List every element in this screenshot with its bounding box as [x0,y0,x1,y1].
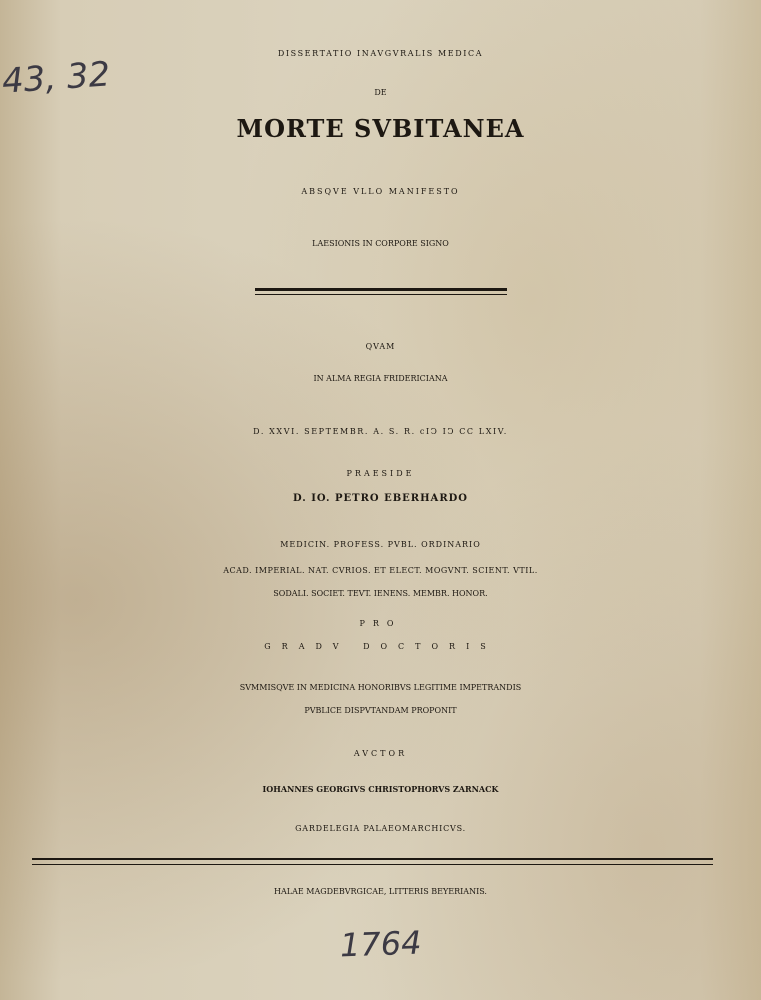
main-title-morte: MORTE SVBITANEA [236,114,525,143]
disputation-line: PVBLICE DISPVTANDAM PROPONIT [304,706,457,715]
double-rule-top-1 [255,288,507,291]
president-name-line: D. IO. PETRO EBERHARDO [292,493,469,504]
praeside-line: PRAESIDE [346,469,415,478]
double-rule-bottom-1 [32,858,713,860]
university-line: IN ALMA REGIA FRIDERICIANA [313,374,448,383]
double-rule-bottom-2 [32,864,713,865]
double-rule-top-2 [255,294,507,295]
quam-line: QVAM [365,342,396,351]
author-origin-line: GARDELEGIA PALAEOMARCHICVS. [295,824,466,833]
honors-line: SVMMISQVE IN MEDICINA HONORIBVS LEGITIME IMPETRANDIS [239,683,522,692]
date-line: D. XXVI. SEPTEMBR. A. S. R. cIↃ IↃ CC LXIV. [253,427,508,436]
imprint-line: HALAE MAGDEBVRGICAE, LITTERIS BEYERIANIS. [274,887,487,896]
academy-line: ACAD. IMPERIAL. NAT. CVRIOS. ET ELECT. MOGVNT. SCIENT. VTIL. [223,566,538,575]
pro-line: PRO [359,619,402,628]
society-line: SODALI. SOCIET. TEVT. IENENS. MEMBR. HONOR. [273,589,488,598]
auctor-line: AVCTOR [353,749,408,758]
degree-line: GRADV DOCTORIS [264,642,497,651]
author-name-line: IOHANNES GEORGIVS CHRISTOPHORVS ZARNACK [262,784,499,794]
handwritten-shelfmark: 43, 32 [0,54,112,102]
dissertation-type-line: DISSERTATIO INAVGVRALIS MEDICA [277,49,484,58]
main-title-absque: ABSQVE VLLO MANIFESTO [301,187,460,196]
handwritten-year: 1764 [339,923,423,965]
president-title-line: MEDICIN. PROFESS. PVBL. ORDINARIO [280,540,481,549]
main-title-laesionis: LAESIONIS IN CORPORE SIGNO [312,239,449,248]
de-line: DE [374,88,387,97]
